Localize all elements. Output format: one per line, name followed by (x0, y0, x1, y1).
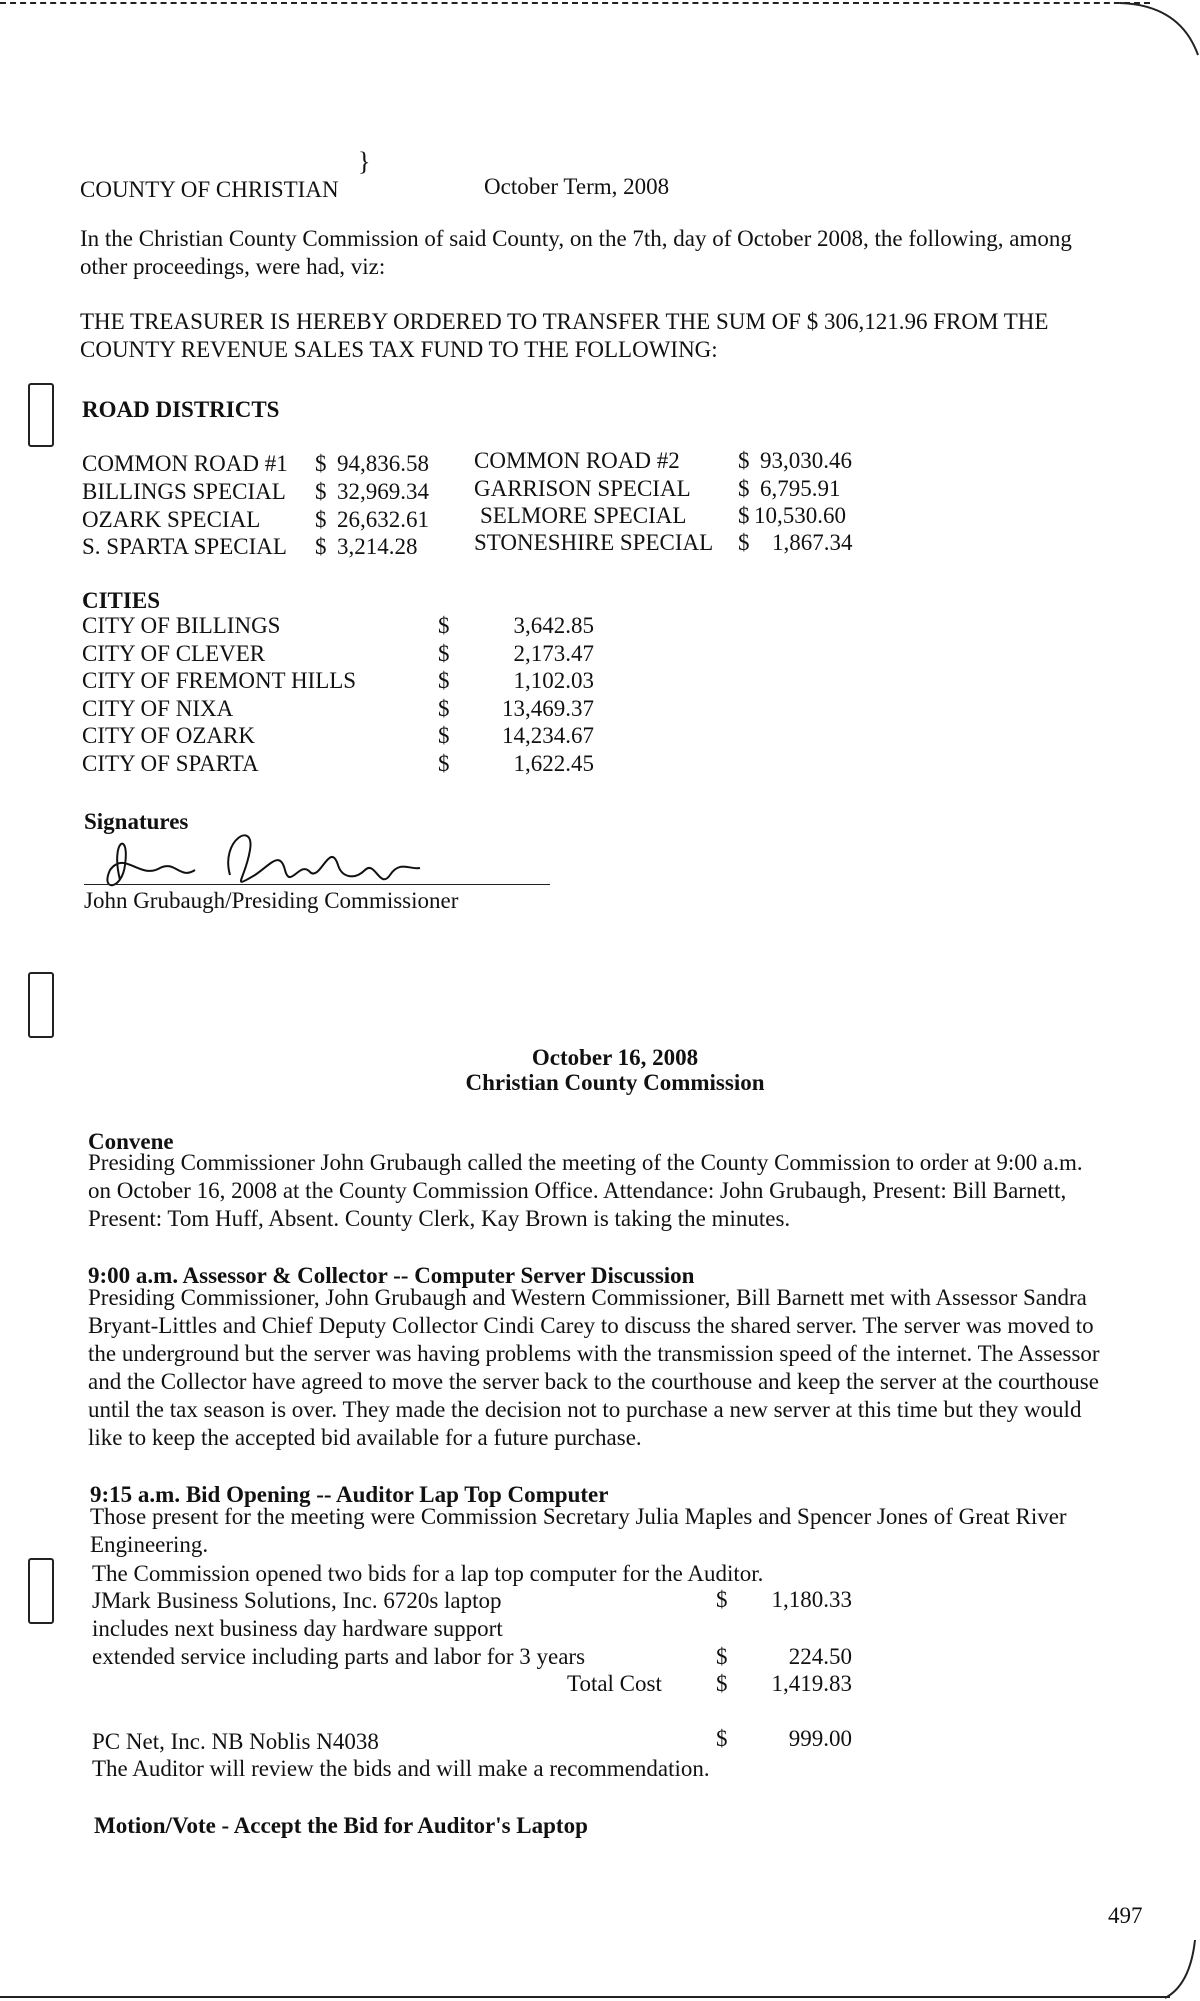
jmark-support-note: includes next business day hardware support (92, 1616, 503, 1641)
city-name: CITY OF NIXA (82, 696, 234, 721)
city-name: CITY OF CLEVER (82, 641, 266, 666)
road-left-amount: 3,214.28 (337, 534, 418, 559)
road-left-amount: 94,836.58 (337, 451, 429, 476)
bid-heading: 9:15 a.m. Bid Opening -- Auditor Lap Top Computer (90, 1482, 609, 1507)
server-heading: 9:00 a.m. Assessor & Collector -- Computer Server Discussion (88, 1263, 695, 1288)
road-right-amount: 10,530.60 (754, 503, 846, 528)
road-left-name: BILLINGS SPECIAL (82, 479, 286, 504)
header-brace: } (358, 147, 371, 176)
city-name: CITY OF FREMONT HILLS (82, 668, 357, 693)
road-right-currency: $ (738, 448, 750, 473)
road-districts-heading: ROAD DISTRICTS (82, 397, 280, 422)
road-left-amount: 26,632.61 (337, 507, 429, 532)
road-right-name: COMMON ROAD #2 (474, 448, 680, 473)
total-cost-amount: 1,419.83 (771, 1671, 852, 1696)
city-amount: 1,102.03 (513, 668, 594, 693)
total-cost-currency: $ (716, 1671, 728, 1696)
bid-present: Those present for the meeting were Commission Secretary Julia Maples and Spencer Jones of Great River Engineering. (90, 1504, 1067, 1557)
road-left-name: OZARK SPECIAL (82, 507, 261, 532)
jmark-bid-amount: 1,180.33 (771, 1587, 852, 1612)
city-name: CITY OF SPARTA (82, 751, 259, 776)
pcnet-bid-currency: $ (716, 1726, 728, 1751)
meeting-body: Christian County Commission (465, 1070, 765, 1095)
county-name: COUNTY OF CHRISTIAN (80, 177, 339, 202)
road-left-name: S. SPARTA SPECIAL (82, 534, 287, 559)
cities-heading: CITIES (82, 588, 160, 613)
jmark-bid-currency: $ (716, 1587, 728, 1612)
city-amount: 14,234.67 (502, 723, 594, 748)
city-currency: $ (438, 696, 450, 721)
road-right-amount: 6,795.91 (760, 476, 841, 501)
bid-opened: The Commission opened two bids for a lap top computer for the Auditor. (92, 1561, 764, 1586)
road-left-amount: 32,969.34 (337, 479, 429, 504)
scan-bottom-right-curve (1160, 1940, 1200, 2000)
road-right-name: SELMORE SPECIAL (480, 503, 687, 528)
transfer-order: THE TREASURER IS HEREBY ORDERED TO TRANSFER THE SUM OF $ 306,121.96 FROM THE COUNTY REVENUE SALES TAX FUND TO THE FOLLOWING: (80, 309, 1049, 362)
road-right-currency: $ (738, 530, 750, 555)
pcnet-bid-amount: 999.00 (788, 1726, 852, 1751)
road-right-currency: $ (738, 503, 750, 528)
road-right-amount: 93,030.46 (760, 448, 852, 473)
scan-top-edge-line (0, 2, 1150, 4)
motion-heading: Motion/Vote - Accept the Bid for Auditor's Laptop (94, 1813, 588, 1838)
meeting-date: October 16, 2008 (531, 1045, 699, 1070)
road-right-currency: $ (738, 476, 750, 501)
term-label: October Term, 2008 (484, 174, 670, 199)
road-left-currency: $ (315, 507, 327, 532)
signatures-heading: Signatures (84, 809, 189, 834)
signer-name: John Grubaugh/Presiding Commissioner (84, 888, 459, 913)
scan-top-right-curve (1120, 0, 1200, 80)
extended-service-amount: 224.50 (788, 1644, 852, 1669)
city-amount: 1,622.45 (513, 751, 594, 776)
city-name: CITY OF OZARK (82, 723, 255, 748)
city-currency: $ (438, 723, 450, 748)
convene-paragraph: Presiding Commissioner John Grubaugh called the meeting of the County Commission to order at 9:00 a.m. on October 16, 2008 at the County Commission Office. Attendance: John Grubaugh, Present: Bill Barnett, Present: Tom Huff, Absent. County Clerk, Kay Brown is taking the minutes. (88, 1150, 1083, 1231)
city-currency: $ (438, 751, 450, 776)
intro-paragraph: In the Christian County Commission of said County, on the 7th, day of October 2008, the following, among other proceedings, were had, viz: (80, 226, 1072, 279)
total-cost-label: Total Cost (567, 1671, 662, 1696)
page-number: 497 (1108, 1903, 1143, 1928)
extended-service-currency: $ (716, 1644, 728, 1669)
pcnet-bid-label: PC Net, Inc. NB Noblis N4038 (92, 1729, 379, 1754)
road-left-currency: $ (315, 479, 327, 504)
city-amount: 13,469.37 (502, 696, 594, 721)
road-right-name: GARRISON SPECIAL (474, 476, 691, 501)
road-left-currency: $ (315, 534, 327, 559)
city-currency: $ (438, 668, 450, 693)
city-currency: $ (438, 613, 450, 638)
road-left-currency: $ (315, 451, 327, 476)
jmark-bid-label: JMark Business Solutions, Inc. 6720s laptop (92, 1588, 502, 1613)
city-currency: $ (438, 641, 450, 666)
binder-hole-mark (28, 972, 54, 1038)
road-right-name: STONESHIRE SPECIAL (474, 530, 714, 555)
city-name: CITY OF BILLINGS (82, 613, 281, 638)
binder-hole-mark (28, 383, 54, 447)
road-left-name: COMMON ROAD #1 (82, 451, 288, 476)
signature-line (84, 884, 550, 885)
road-right-amount: 1,867.34 (772, 530, 853, 555)
city-amount: 2,173.47 (513, 641, 594, 666)
binder-hole-mark (28, 1558, 54, 1624)
city-amount: 3,642.85 (513, 613, 594, 638)
convene-heading: Convene (88, 1129, 174, 1154)
server-paragraph: Presiding Commissioner, John Grubaugh and Western Commissioner, Bill Barnett met with Assessor Sandra Bryant-Littles and Chief Deputy Collector Cindi Carey to discuss the shared server. The server was moved to the underground but the server was having problems with the transmission speed of the internet. The Assessor and the Collector have agreed to move the server back to the courthouse and keep the server at the courthouse until the tax season is over. They made the decision not to purchase a new server at this time but they would like to keep the accepted bid available for a future purchase. (88, 1285, 1100, 1450)
scan-bottom-edge-line (0, 1996, 1170, 1998)
extended-service-label: extended service including parts and labor for 3 years (92, 1644, 586, 1669)
auditor-review-note: The Auditor will review the bids and will make a recommendation. (92, 1756, 710, 1781)
